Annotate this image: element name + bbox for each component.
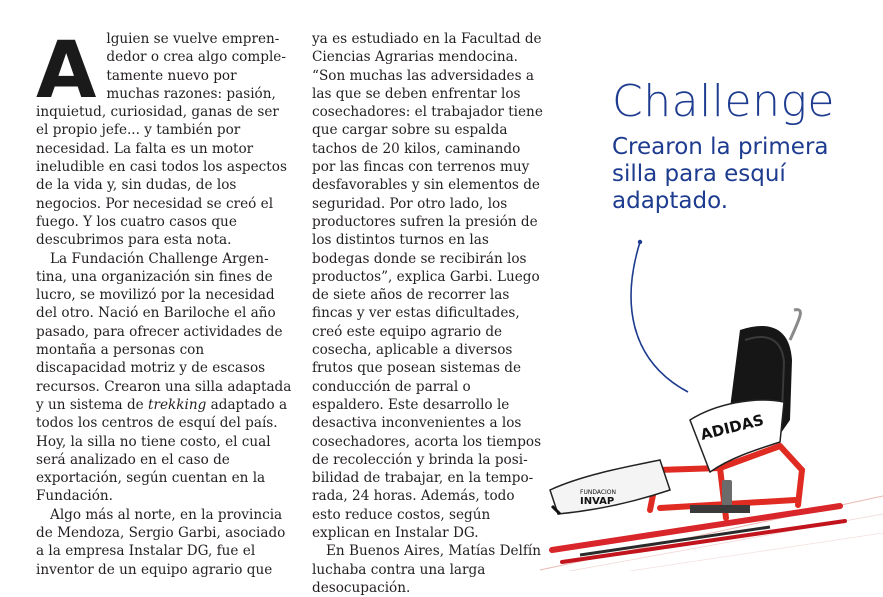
italic-word: trekking <box>148 396 207 413</box>
paragraph-buenos-aires: En Buenos Aires, Matías Delfín luchaba contra una larga desocupación. <box>312 543 542 596</box>
sidebar-headline: Challenge <box>612 76 835 127</box>
label-line-2: INVAP <box>580 496 615 507</box>
adapted-ski-chair-photo <box>540 300 883 571</box>
sidebar-subhead: Crearon la primera silla para esquí adaptado. <box>612 134 829 214</box>
paragraph-mendoza: Algo más al norte, en la provincia de Mendoza, Sergio Garbi, asociado a la empresa Instalar DG, fue el inventor de un equipo agrario que <box>36 506 286 578</box>
paragraph-garbi: ya es estudiado en la Facultad de Ciencias Agrarias mendocina. “Son muchas las adversidades a las que se deben enfrentar los cosechadores: el trabajador tiene que cargar sobre su espalda tachos de 20 kilos, caminando por las fincas con terrenos muy desfavorables y sin elementos de seguridad. Por otro lado, los productores sufren la presión de los distintos turnos en las bodegas donde se recibirán los productos”, explica Garbi. Luego de siete años de recorrer las fincas y ver estas dificultades, creó este equipo agrario de cosecha, aplicable a diversos frutos que posean sistemas de conducción de parral o espaldero. Este desarrollo le desactiva inconvenientes a los cosechadores, acorta los tiempos de recolección y brinda la posibilidad de trabajar, en la temporada, 24 horas. Además, todo esto reduce costos, según explican en Instalar DG. <box>312 31 543 542</box>
paragraph-text: adaptado a todos los centros de esquí del país. Hoy, la silla no tiene costo, el cual será analizado en el caso de exportación, según cuentan en la Fundación. <box>36 396 288 505</box>
brand-text: ADIDAS <box>698 410 766 444</box>
intro-text: lguien se vuelve emprendedor o crea algo completamente nuevo por muchas razones: pasión, inquietud, curiosidad, ganas de ser el propio jefe... y también por necesidad. La falta es un motor ineludible en casi todos los aspectos de la vida y, sin dudas, de los negocios. Por necesidad se creó el fuego. Y los cuatro casos que descubrimos para esta nota. <box>36 31 287 249</box>
label-line-1: FUNDACION <box>580 489 617 496</box>
paragraph-text: La Fundación Challenge Argentina, una organización sin fines de lucro, se movilizó por la necesidad del otro. Nació en Bariloche el año pasado, para ofrecer actividades de montaña a personas con discapacidad motriz y de escasos recursos. Crearon una silla adaptada y un sistema de <box>36 250 292 413</box>
drop-cap: A <box>36 26 97 116</box>
